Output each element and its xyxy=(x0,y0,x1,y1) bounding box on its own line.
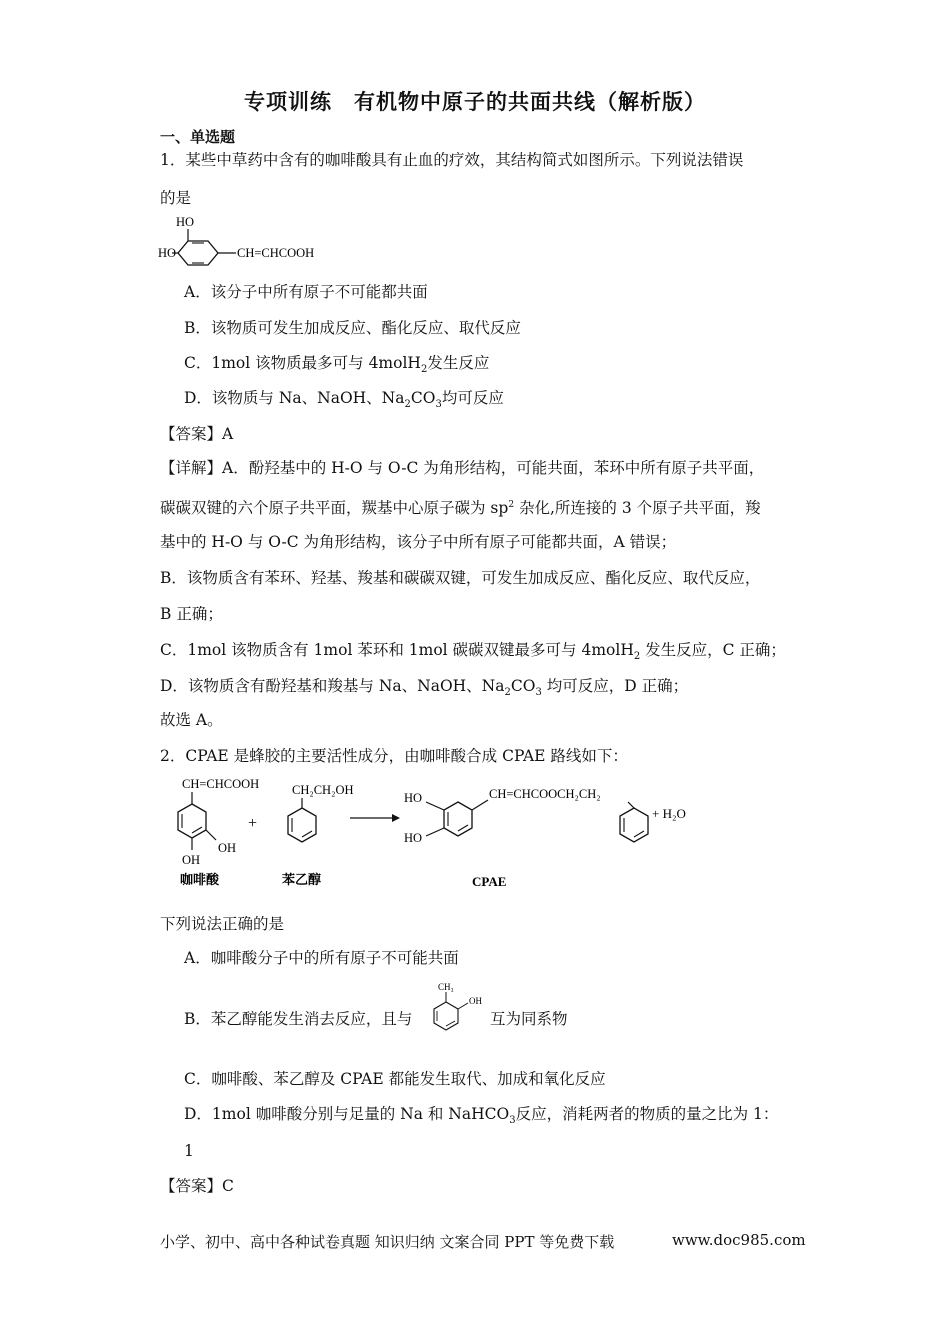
q1-chain: CH=CHCOOH xyxy=(237,246,315,260)
q2-option-b-text: B．苯乙醇能发生消去反应，且与 xyxy=(184,1010,413,1028)
q1-caffeic-acid-structure xyxy=(158,212,358,276)
q2-cpae-ho1: HO xyxy=(404,791,423,805)
q1-detail-line6: C．1mol 该物质含有 1mol 苯环和 1mol 碳碳双键最多可与 4molH$_2$ 发生反应，C 正确； xyxy=(160,641,786,663)
q1-option-c: C．1mol 该物质最多可与 4molH$_2$发生反应 xyxy=(184,354,490,376)
q1-option-d: D．该物质与 Na、NaOH、$Na_2CO_3$均可反应 xyxy=(184,389,504,411)
q2-option-b-tail: 互为同系物 xyxy=(490,1010,568,1028)
q2-b-ch3: CH₃ xyxy=(438,982,454,992)
q1-option-a: A．该分子中所有原子不可能都共面 xyxy=(184,283,428,301)
q2-option-d-line2: 1 xyxy=(184,1142,194,1160)
q1-option-b: B．该物质可发生加成反应、酯化反应、取代反应 xyxy=(184,319,521,337)
page-title: 专项训练 有机物中原子的共面共线（解析版） xyxy=(244,90,706,114)
q1-detail-line5: B 正确； xyxy=(160,605,223,623)
q2-option-a: A．咖啡酸分子中的所有原子不可能共面 xyxy=(184,949,459,967)
q1-ho-top: HO xyxy=(176,215,195,229)
q2-plus: + xyxy=(248,815,258,832)
footer-left-text: 小学、初中、高中各种试卷真题 知识归纳 文案合同 PPT 等免费下载 xyxy=(160,1233,615,1251)
q2-caffeic-name: 咖啡酸 xyxy=(180,872,220,887)
q1-detail-line4: B．该物质含有苯环、羟基、羧基和碳碳双键，可发生加成反应、酯化反应、取代反应， xyxy=(160,569,761,587)
q2-phenethyl-chain: CH₂CH₂OH xyxy=(292,783,354,797)
q2-cpae-water: + H₂O xyxy=(652,806,686,821)
q1-detail-line1: 【详解】A．酚羟基中的 H-O 与 O-C 为角形结构，可能共面，苯环中所有原子共平面， xyxy=(160,459,765,477)
section-heading: 一、单选题 xyxy=(160,128,236,146)
q1-ho-left: HO xyxy=(158,246,177,260)
q2-option-c: C．咖啡酸、苯乙醇及 CPAE 都能发生取代、加成和氧化反应 xyxy=(184,1070,606,1088)
q2-b-oh: OH xyxy=(469,996,482,1006)
q2-caffeic-oh1: OH xyxy=(182,853,201,867)
q1-stem-line1: 1．某些中草药中含有的咖啡酸具有止血的疗效，其结构简式如图所示。下列说法错误 xyxy=(160,151,744,169)
q2-answer: 【答案】C xyxy=(160,1177,234,1195)
q1-stem-line2: 的是 xyxy=(160,189,192,207)
q2-option-d: D．1mol 咖啡酸分别与足量的 Na 和 NaHCO$_3$反应，消耗两者的物质的量之比为 1： xyxy=(184,1105,779,1127)
q2-cpae-name: CPAE xyxy=(472,874,507,889)
q2-caffeic-chain: CH=CHCOOH xyxy=(182,777,260,791)
q2-ask: 下列说法正确的是 xyxy=(160,915,285,933)
q1-detail-line3: 基中的 H-O 与 O-C 为角形结构，该分子中所有原子可能都共面，A 错误； xyxy=(160,533,677,551)
footer-website-link[interactable]: www.doc985.com xyxy=(672,1231,806,1249)
q2-cpae-chain: CH=CHCOOCH₂CH₂ xyxy=(489,787,601,801)
q2-stem: 2．CPAE 是蜂胶的主要活性成分，由咖啡酸合成 CPAE 路线如下： xyxy=(160,747,628,765)
q1-detail-line2: 碳碳双键的六个原子共平面，羰基中心原子碳为 $sp^2$ 杂化,所连接的 3 个原子共平面，羧 xyxy=(160,499,761,518)
q1-detail-line8: 故选 A。 xyxy=(160,711,223,729)
q1-answer: 【答案】A xyxy=(160,425,234,443)
q2-option-b-cresol-structure xyxy=(428,980,488,1032)
q2-cpae-ho2: HO xyxy=(404,831,423,845)
q2-caffeic-oh2: OH xyxy=(218,841,237,855)
q2-reaction-scheme xyxy=(160,772,720,894)
q1-detail-line7: D．该物质含有酚羟基和羧基与 Na、NaOH、$Na_2CO_3$ 均可反应，D 正确； xyxy=(160,677,689,699)
q2-phenethyl-name: 苯乙醇 xyxy=(282,872,322,887)
